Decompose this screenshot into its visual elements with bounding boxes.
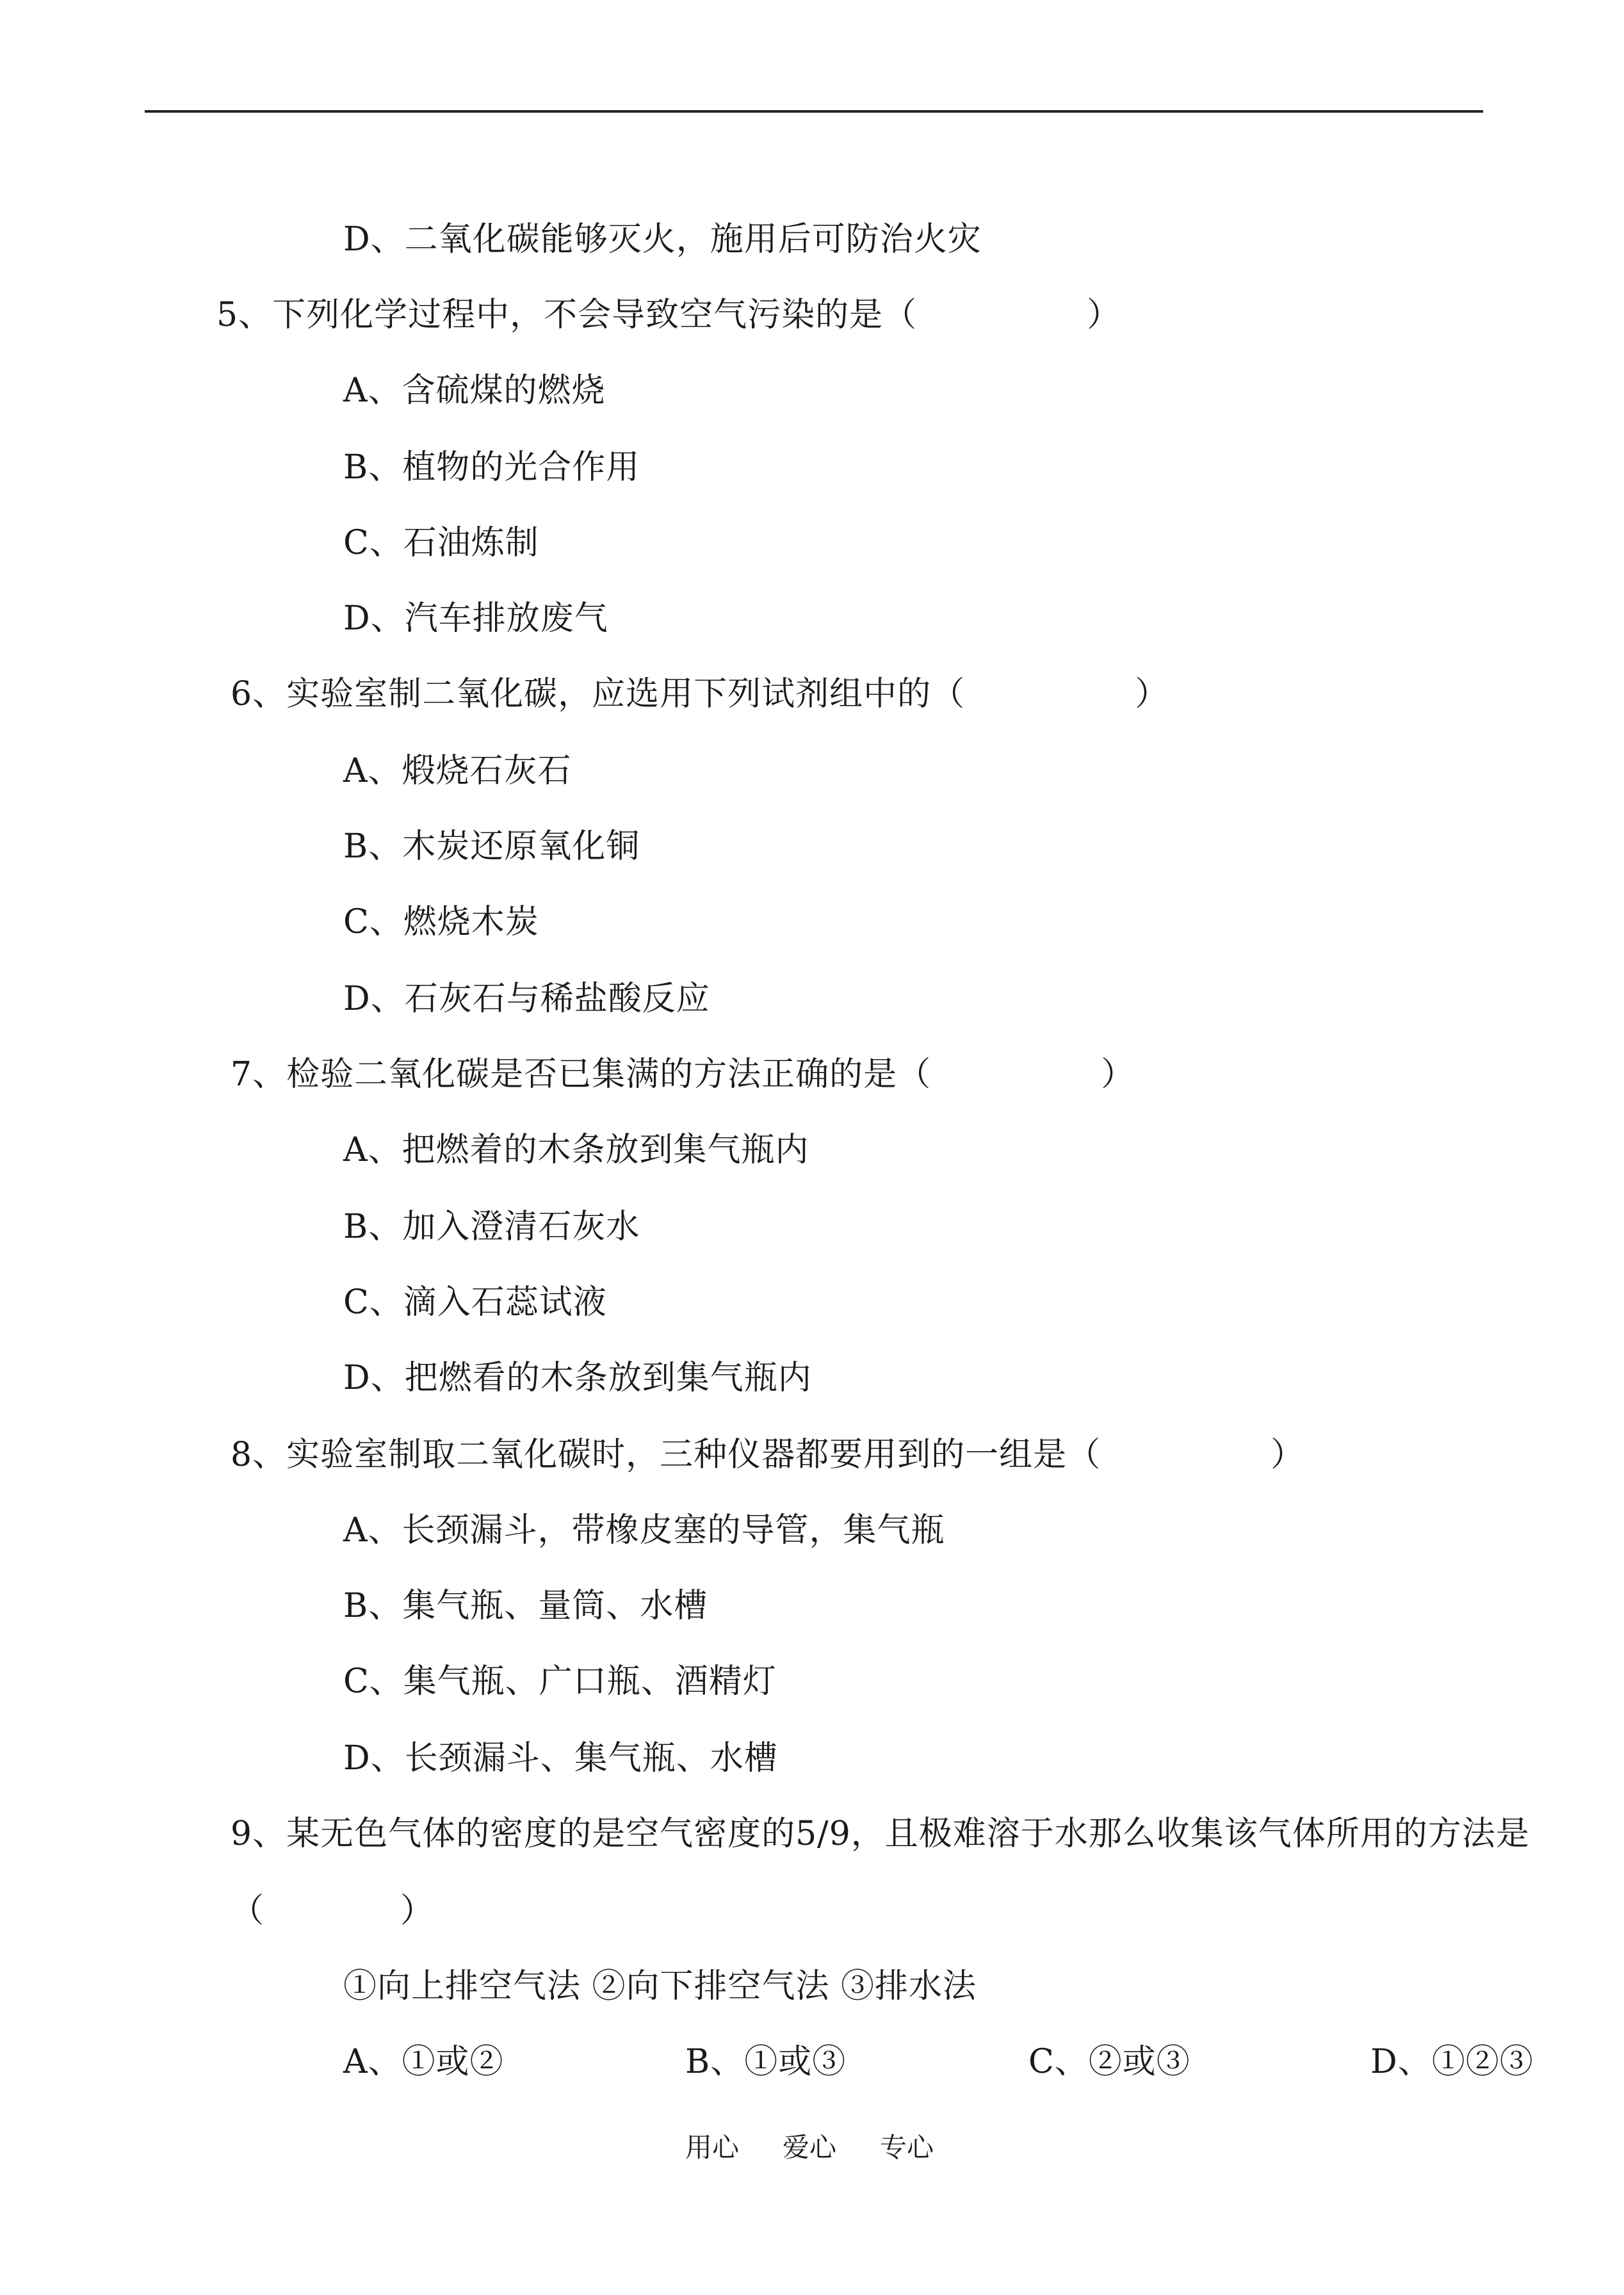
q8-option-c: C、集气瓶、广口瓶、酒精灯 [343, 1662, 777, 1701]
q5-option-d: D、汽车排放废气 [343, 599, 608, 638]
q7-option-b: B、加入澄清石灰水 [343, 1208, 640, 1246]
footer-left: 用心 [685, 2132, 740, 2163]
q7-option-a: A、把燃着的木条放到集气瓶内 [343, 1131, 809, 1169]
q9-option-c: C、②或③ [1028, 2043, 1190, 2081]
q6-option-b: B、木炭还原氧化铜 [343, 827, 640, 866]
q8-option-a: A、长颈漏斗，带橡皮塞的导管，集气瓶 [343, 1511, 945, 1550]
q7-option-d: D、把燃看的木条放到集气瓶内 [343, 1359, 812, 1397]
q6-option-a: A、煅烧石灰石 [343, 752, 572, 790]
q5-option-b: B、植物的光合作用 [343, 448, 640, 487]
q5-option-c: C、石油炼制 [343, 524, 539, 562]
header-rule [145, 110, 1483, 113]
q9-methods: ①向上排空气法 ②向下排空气法 ③排水法 [343, 1967, 977, 2006]
q9-option-b: B、①或③ [685, 2043, 847, 2081]
question-5: 5、下列化学过程中，不会导致空气污染的是（ ） [216, 296, 1121, 334]
question-9-blank: （ ） [231, 1892, 435, 1930]
footer-right: 专心 [880, 2132, 934, 2163]
question-7: 7、检验二氧化碳是否已集满的方法正确的是（ ） [231, 1055, 1135, 1094]
q9-option-d: D、①②③ [1370, 2043, 1534, 2081]
q8-option-d: D、长颈漏斗、集气瓶、水槽 [343, 1739, 778, 1778]
q9-option-a: A、①或② [343, 2043, 504, 2081]
q5-option-a: A、含硫煤的燃烧 [343, 371, 606, 410]
q4-option-d: D、二氧化碳能够灭火，施用后可防治火灾 [343, 220, 982, 259]
q7-option-c: C、滴入石蕊试液 [343, 1283, 607, 1322]
question-8: 8、实验室制取二氧化碳时，三种仪器都要用到的一组是（ ） [231, 1436, 1305, 1474]
q8-option-b: B、集气瓶、量筒、水槽 [343, 1587, 708, 1625]
q6-option-d: D、石灰石与稀盐酸反应 [343, 980, 710, 1018]
footer-middle: 爱心 [783, 2132, 837, 2163]
question-9: 9、某无色气体的密度的是空气密度的5/9，且极难溶于水那么收集该气体所用的方法是 [231, 1815, 1530, 1853]
question-6: 6、实验室制二氧化碳，应选用下列试剂组中的（ ） [231, 675, 1169, 713]
q6-option-c: C、燃烧木炭 [343, 903, 539, 941]
